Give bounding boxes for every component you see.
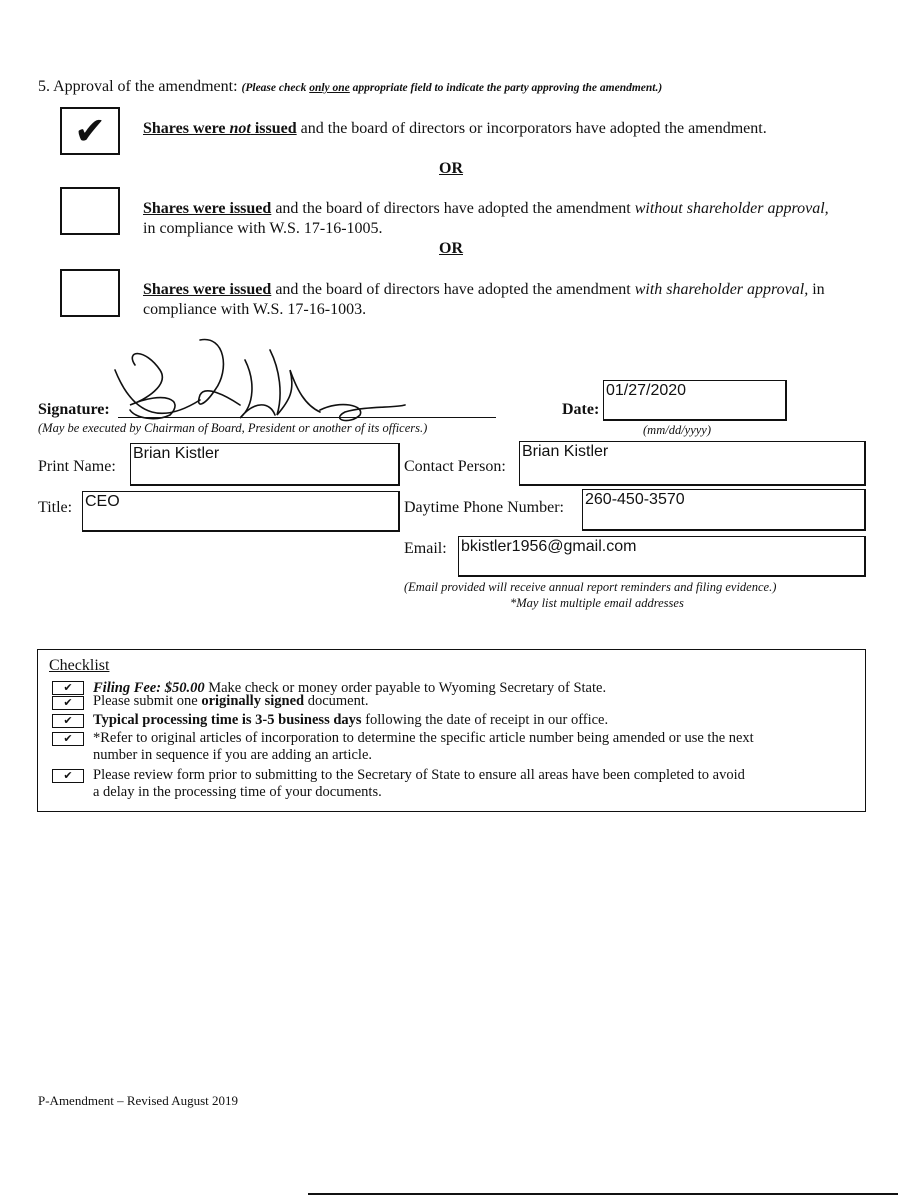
- signature-label: Signature:: [38, 401, 110, 418]
- checklist-checkbox[interactable]: ✔: [52, 732, 84, 746]
- email-label: Email:: [404, 540, 447, 557]
- section-title: Approval of the amendment:: [53, 78, 238, 95]
- date-value: 01/27/2020: [606, 382, 687, 399]
- section-number: 5.: [38, 78, 50, 95]
- contact-person-value: Brian Kistler: [522, 443, 609, 460]
- signature-image: [105, 330, 415, 425]
- email-multiple-note: *May list multiple email addresses: [510, 596, 684, 610]
- or-separator: OR: [439, 240, 463, 257]
- checklist-item-filing-fee: Filing Fee: $50.00 Make check or money order payable to Wyoming Secretary of State.: [93, 680, 607, 696]
- date-label: Date:: [562, 401, 600, 418]
- option-3-checkbox[interactable]: [60, 269, 120, 317]
- checklist-item-refer-articles: *Refer to original articles of incorporation to determine the specific article number being amended or use the next number in sequence if you are adding an article.: [93, 730, 754, 763]
- checklist-checkbox[interactable]: ✔: [52, 769, 84, 783]
- title-field[interactable]: [82, 491, 400, 532]
- option-1-text: Shares were not issued and the board of directors or incorporators have adopted the amendment.: [143, 120, 767, 137]
- option-2-text: Shares were issued and the board of directors have adopted the amendment without shareholder approval, in compliance with W.S. 17-16-1005.: [143, 200, 829, 237]
- or-separator: OR: [439, 160, 463, 177]
- checklist-title: Checklist: [49, 657, 110, 674]
- checklist-checkbox[interactable]: ✔: [52, 681, 84, 695]
- phone-value: 260-450-3570: [585, 491, 685, 508]
- option-3-text: Shares were issued and the board of directors have adopted the amendment with shareholder approval, in compliance with W.S. 17-16-1003.: [143, 281, 825, 318]
- option-2-checkbox[interactable]: [60, 187, 120, 235]
- date-format-hint: (mm/dd/yyyy): [643, 423, 712, 437]
- phone-field[interactable]: [582, 489, 866, 531]
- checklist-item-originally-signed: Please submit one originally signed document.: [93, 693, 369, 709]
- contact-person-field[interactable]: [519, 441, 866, 486]
- bottom-rule: [308, 1193, 898, 1195]
- checklist-item-processing-time: Typical processing time is 3-5 business days following the date of receipt in our office.: [93, 712, 609, 728]
- signature-note: (May be executed by Chairman of Board, President or another of its officers.): [38, 421, 428, 435]
- checkmark-icon: ✔: [74, 109, 106, 153]
- checklist-panel: [37, 649, 866, 812]
- date-field[interactable]: [603, 380, 787, 421]
- phone-label: Daytime Phone Number:: [404, 499, 564, 516]
- checklist-checkbox[interactable]: ✔: [52, 714, 84, 728]
- checklist-item-review-form: Please review form prior to submitting to the Secretary of State to ensure all areas have been completed to avoid a delay in the processing time of your documents.: [93, 767, 745, 800]
- print-name-value: Brian Kistler: [133, 445, 220, 462]
- contact-person-label: Contact Person:: [404, 458, 506, 475]
- email-note: (Email provided will receive annual report reminders and filing evidence.): [404, 580, 777, 594]
- option-1-checkbox[interactable]: [60, 107, 120, 155]
- footer-revision: P-Amendment – Revised August 2019: [38, 1093, 239, 1108]
- section-note: (Please check only one appropriate field to indicate the party approving the amendment.): [241, 82, 663, 94]
- email-value: bkistler1956@gmail.com: [461, 538, 637, 555]
- title-label: Title:: [38, 499, 73, 516]
- print-name-field[interactable]: [130, 443, 400, 486]
- section-heading: [38, 78, 662, 96]
- email-field[interactable]: [458, 536, 866, 577]
- print-name-label: Print Name:: [38, 458, 116, 475]
- title-value: CEO: [85, 493, 120, 510]
- checklist-checkbox[interactable]: ✔: [52, 696, 84, 710]
